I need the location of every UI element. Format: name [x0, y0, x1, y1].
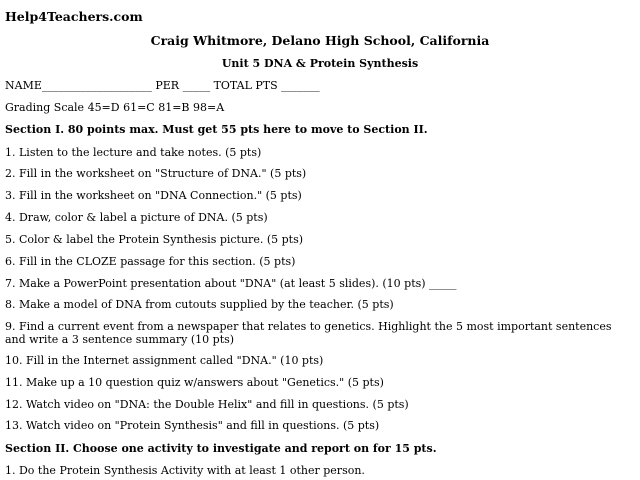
list-item: 5. Color & label the Protein Synthesis picture. (5 pts)	[5, 233, 304, 246]
list-item: 7. Make a PowerPoint presentation about "DNA" (at least 5 slides). (10 pts) _____	[5, 277, 457, 290]
name-line: NAME____________________ PER _____ TOTAL PTS _______	[5, 79, 320, 92]
section-1-heading: Section I. 80 points max. Must get 55 pts here to move to Section II.	[5, 123, 428, 136]
author-heading: Craig Whitmore, Delano High School, California	[150, 33, 490, 48]
list-item: 2. Fill in the worksheet on "Structure of DNA." (5 pts)	[5, 167, 307, 180]
list-item: 9. Find a current event from a newspaper that relates to genetics. Highlight the 5 most important sentences and write a 3 sentence summary (10 pts)	[5, 320, 612, 346]
unit-title: Unit 5 DNA & Protein Synthesis	[221, 57, 419, 70]
section-2-heading: Section II. Choose one activity to investigate and report on for 15 pts.	[5, 442, 437, 455]
site-title: Help4Teachers.com	[5, 9, 143, 24]
list-item: 1. Listen to the lecture and take notes. (5 pts)	[5, 146, 262, 159]
list-item: 6. Fill in the CLOZE passage for this section. (5 pts)	[5, 255, 296, 268]
list-item: 11. Make up a 10 question quiz w/answers about "Genetics." (5 pts)	[5, 376, 384, 389]
grading-scale: Grading Scale 45=D 61=C 81=B 98=A	[5, 101, 225, 114]
list-item: 3. Fill in the worksheet on "DNA Connection." (5 pts)	[5, 189, 302, 202]
list-item: 13. Watch video on "Protein Synthesis" and fill in questions. (5 pts)	[5, 419, 380, 432]
list-item: 4. Draw, color & label a picture of DNA. (5 pts)	[5, 211, 268, 224]
list-item: 8. Make a model of DNA from cutouts supplied by the teacher. (5 pts)	[5, 298, 394, 311]
list-item: 1. Do the Protein Synthesis Activity with at least 1 other person.	[5, 464, 365, 477]
list-item: 10. Fill in the Internet assignment called "DNA." (10 pts)	[5, 354, 324, 367]
list-item: 12. Watch video on "DNA: the Double Helix" and fill in questions. (5 pts)	[5, 398, 409, 411]
